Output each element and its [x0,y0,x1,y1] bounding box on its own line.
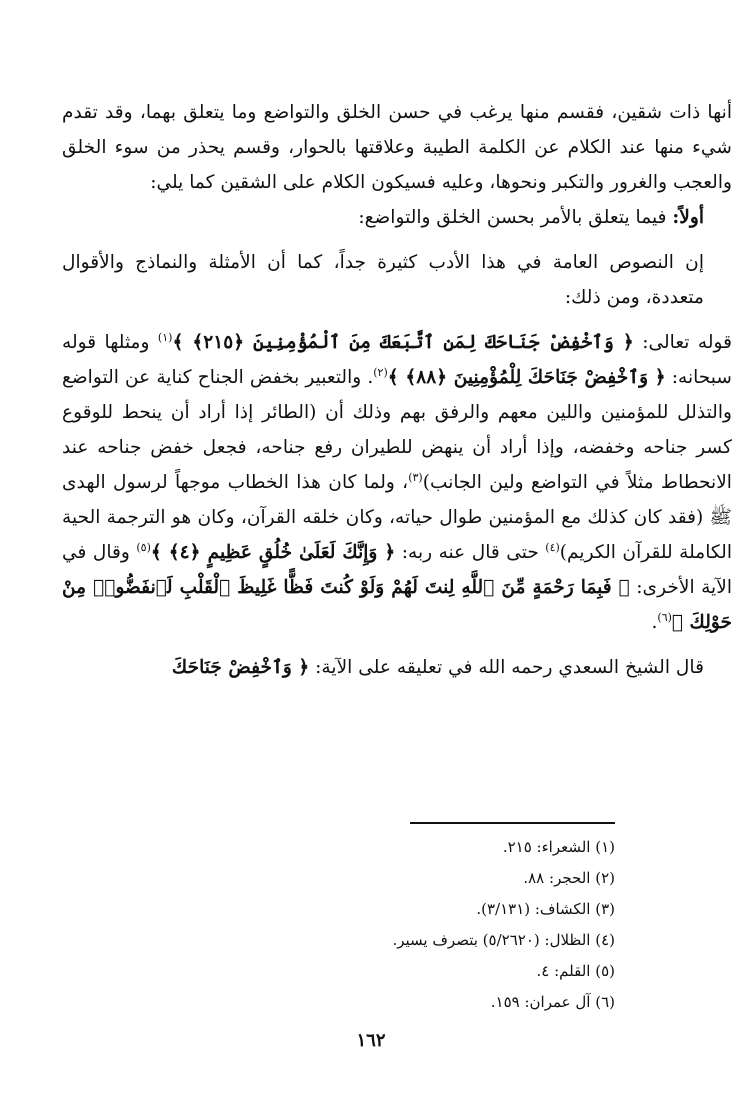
quran-verse-al-imran: ﴿ فَبِمَا رَحْمَةٍ مِّنَ ٱللَّهِ لِنتَ لَهُمْ وَلَوْ كُنتَ فَظًّا غَلِيظَ ٱلْقَلْبِ لَٱنفَضُّوا۟ مِنْ حَوْلِكَ ﴾ [62,577,732,633]
section-heading-text: فيما يتعلق بالأمر بحسن الخلق والتواضع: [358,207,673,228]
page-body [62,95,732,685]
footnote-6: (٦) آل عمران: ١٥٩. [490,993,615,1011]
text-segment: ، ولما كان هذا الخطاب موجهاً لرسول الهدى ﷺ (فقد كان كذلك مع المؤمنين طوال حياته، وكان خلقه القرآن، وكان هو الترجمة الحية الكاملة للقرآن الكريم) [62,472,733,563]
footnote-ref-1: (١) [157,330,173,344]
footnote-5: (٥) القلم: ٤. [536,962,615,980]
quran-verse-ash-shuara: ﴿ وَٱخْفِضْ جَنَاحَكَ لِمَنِ ٱتَّبَعَكَ مِنَ ٱلْمُؤْمِنِينَ ﴿٢١٥﴾ ﴾ [172,332,634,353]
footnote-ref-5: (٥) [136,540,151,554]
section-heading-label: أولاً: [672,207,704,228]
text-segment: . والتعبير بخفض الجناح كناية عن التواضع والتذلل للمؤمنين واللين معهم والرفق بهم وذلك أن (الطائر إذا أراد أن ينحط للوقوع كسر جناحه وخفضه، وإذا أراد أن ينهض للطيران رفع جناحه، فجعل خفض جناحه عند الانحطاط مثلاً في التواضع ولين الجانب) [62,367,732,493]
footnote-ref-2: (٢) [373,365,388,379]
quran-verse-al-hijr: ﴿ وَٱخْفِضْ جَنَاحَكَ لِلْمُؤْمِنِينَ ﴿٨٨﴾ ﴾ [387,367,666,388]
footnotes [115,832,615,1018]
footnote-ref-6: (٦) [657,610,672,624]
footnote-4: (٤) الظلال: (٥/٢٦٢٠) بتصرف يسير. [392,931,615,949]
section-heading [62,200,732,235]
text-segment: . [651,612,658,633]
quran-verse-continued: ﴿ وَٱخْفِضْ جَنَاحَكَ [171,657,310,678]
text-segment: قوله تعالى: [633,332,733,353]
text-segment: قال الشيخ السعدي رحمه الله في تعليقه على الآية: [309,657,704,678]
page-number: ١٦٢ [356,1030,386,1051]
footnote-separator [410,822,615,824]
footnote-ref-3: (٣) [408,470,423,484]
paragraph-intro: أنها ذات شقين، فقسم منها يرغب في حسن الخلق والتواضع وما يتعلق بهما، وقد تقدم شيء منها عند الكلام عن الكلمة الطيبة وعلاقتها بالحوار، وقسم يحذر من سوء الخلق والعجب والغرور والتكبر ونحوها، وعليه فسيكون الكلام على الشقين كما يلي: [62,102,732,193]
text-segment: حتى قال عنه ربه: [395,542,546,563]
paragraph-texts: إن النصوص العامة في هذا الأدب كثيرة جداً، كما أن الأمثلة والنماذج والأقوال متعددة، ومن ذلك: [62,252,704,308]
footnote-2: (٢) الحجر: ٨٨. [523,869,615,887]
paragraph-saadi [62,650,732,685]
footnote-3: (٣) الكشاف: (٣/١٣١). [476,900,615,918]
quran-verse-al-qalam: ﴿ وَإِنَّكَ لَعَلَىٰ خُلُقٍ عَظِيمٍ ﴿٤﴾ ﴾ [150,542,396,563]
paragraph-verses [62,325,732,640]
text-segment: ومثلها قوله سبحانه: [62,332,732,388]
footnote-1: (١) الشعراء: ٢١٥. [502,838,615,856]
footnote-ref-4: (٤) [545,540,560,554]
text-segment: وقال في الآية الأخرى: [62,542,732,598]
